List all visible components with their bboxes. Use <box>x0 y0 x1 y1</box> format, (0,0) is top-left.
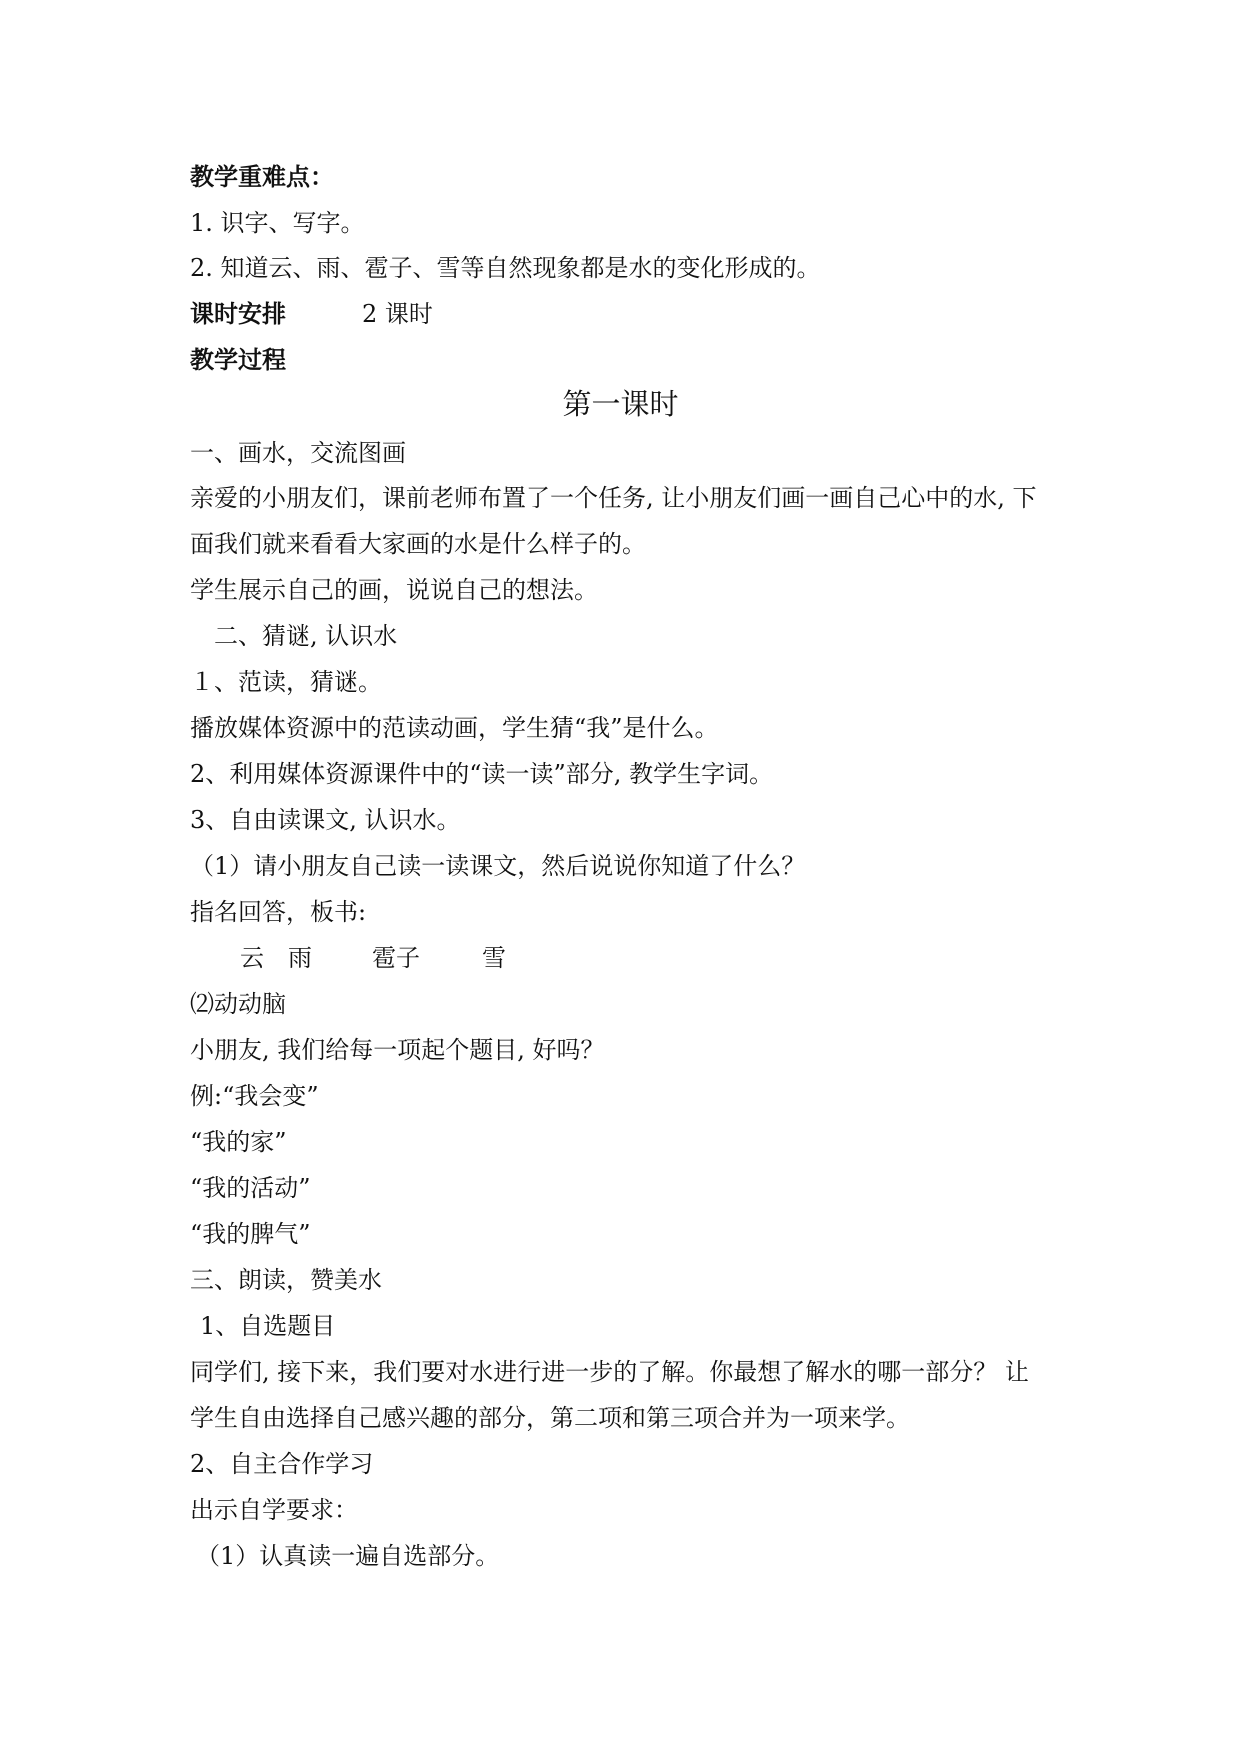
paragraph-line: 学生展示自己的画，说说自己的想法。 <box>190 576 598 604</box>
board-word: 雨 <box>288 944 312 972</box>
paragraph-line: 小朋友, 我们给每一项起个题目, 好吗？ <box>190 1036 605 1064</box>
schedule-value: 2 课时 <box>362 300 433 328</box>
lesson-title: 第一课时 <box>562 387 679 421</box>
question-item: （1）请小朋友自己读一读课文，然后说说你知道了什么？ <box>190 852 806 880</box>
section-heading: 一、画水，交流图画 <box>190 439 406 467</box>
section-heading: 二、猜谜, 认识水 <box>214 622 398 650</box>
list-item: 2、利用媒体资源课件中的“读一读”部分, 教学生字词。 <box>190 760 774 788</box>
example-item: “我的家” <box>190 1128 287 1156</box>
key-point-item: 2. 知道云、雨、雹子、雪等自然现象都是水的变化形成的。 <box>190 254 821 282</box>
key-point-item: 1. 识字、写字。 <box>190 209 365 237</box>
paragraph-line: 播放媒体资源中的范读动画，学生猜“我”是什么。 <box>190 714 719 742</box>
section-heading: 三、朗读，赞美水 <box>190 1266 382 1294</box>
board-word: 云 <box>240 944 264 972</box>
board-word: 雹子 <box>372 944 420 972</box>
example-item: 例:“我会变” <box>190 1082 319 1110</box>
board-writing <box>190 943 506 973</box>
example-item: “我的脾气” <box>190 1220 311 1248</box>
list-item: 2、自主合作学习 <box>190 1450 374 1478</box>
schedule-label: 课时安排 <box>190 300 286 328</box>
key-points-heading: 教学重难点： <box>190 163 334 191</box>
board-word: 雪 <box>482 944 506 972</box>
list-item: １、范读，猜谜。 <box>190 668 382 696</box>
list-item: （1）认真读一遍自选部分。 <box>196 1542 500 1570</box>
paragraph-line: 亲爱的小朋友们，课前老师布置了一个任务, 让小朋友们画一画自己心中的水, 下 <box>190 484 1037 512</box>
process-heading: 教学过程 <box>190 346 286 374</box>
paragraph-line: 指名回答，板书: <box>190 898 367 926</box>
paragraph-line: 面我们就来看看大家画的水是什么样子的。 <box>190 530 646 558</box>
paragraph-line: 同学们, 接下来，我们要对水进行进一步的了解。你最想了解水的哪一部分？ 让 <box>190 1358 1029 1386</box>
list-item: 3、自由读课文, 认识水。 <box>190 806 461 834</box>
question-item: ⑵动动脑 <box>190 990 286 1018</box>
example-item: “我的活动” <box>190 1174 311 1202</box>
paragraph-line: 学生自由选择自己感兴趣的部分，第二项和第三项合并为一项来学。 <box>190 1404 910 1432</box>
list-item: 1、自选题目 <box>200 1312 336 1340</box>
schedule-row <box>190 299 433 329</box>
paragraph-line: 出示自学要求： <box>190 1496 358 1524</box>
